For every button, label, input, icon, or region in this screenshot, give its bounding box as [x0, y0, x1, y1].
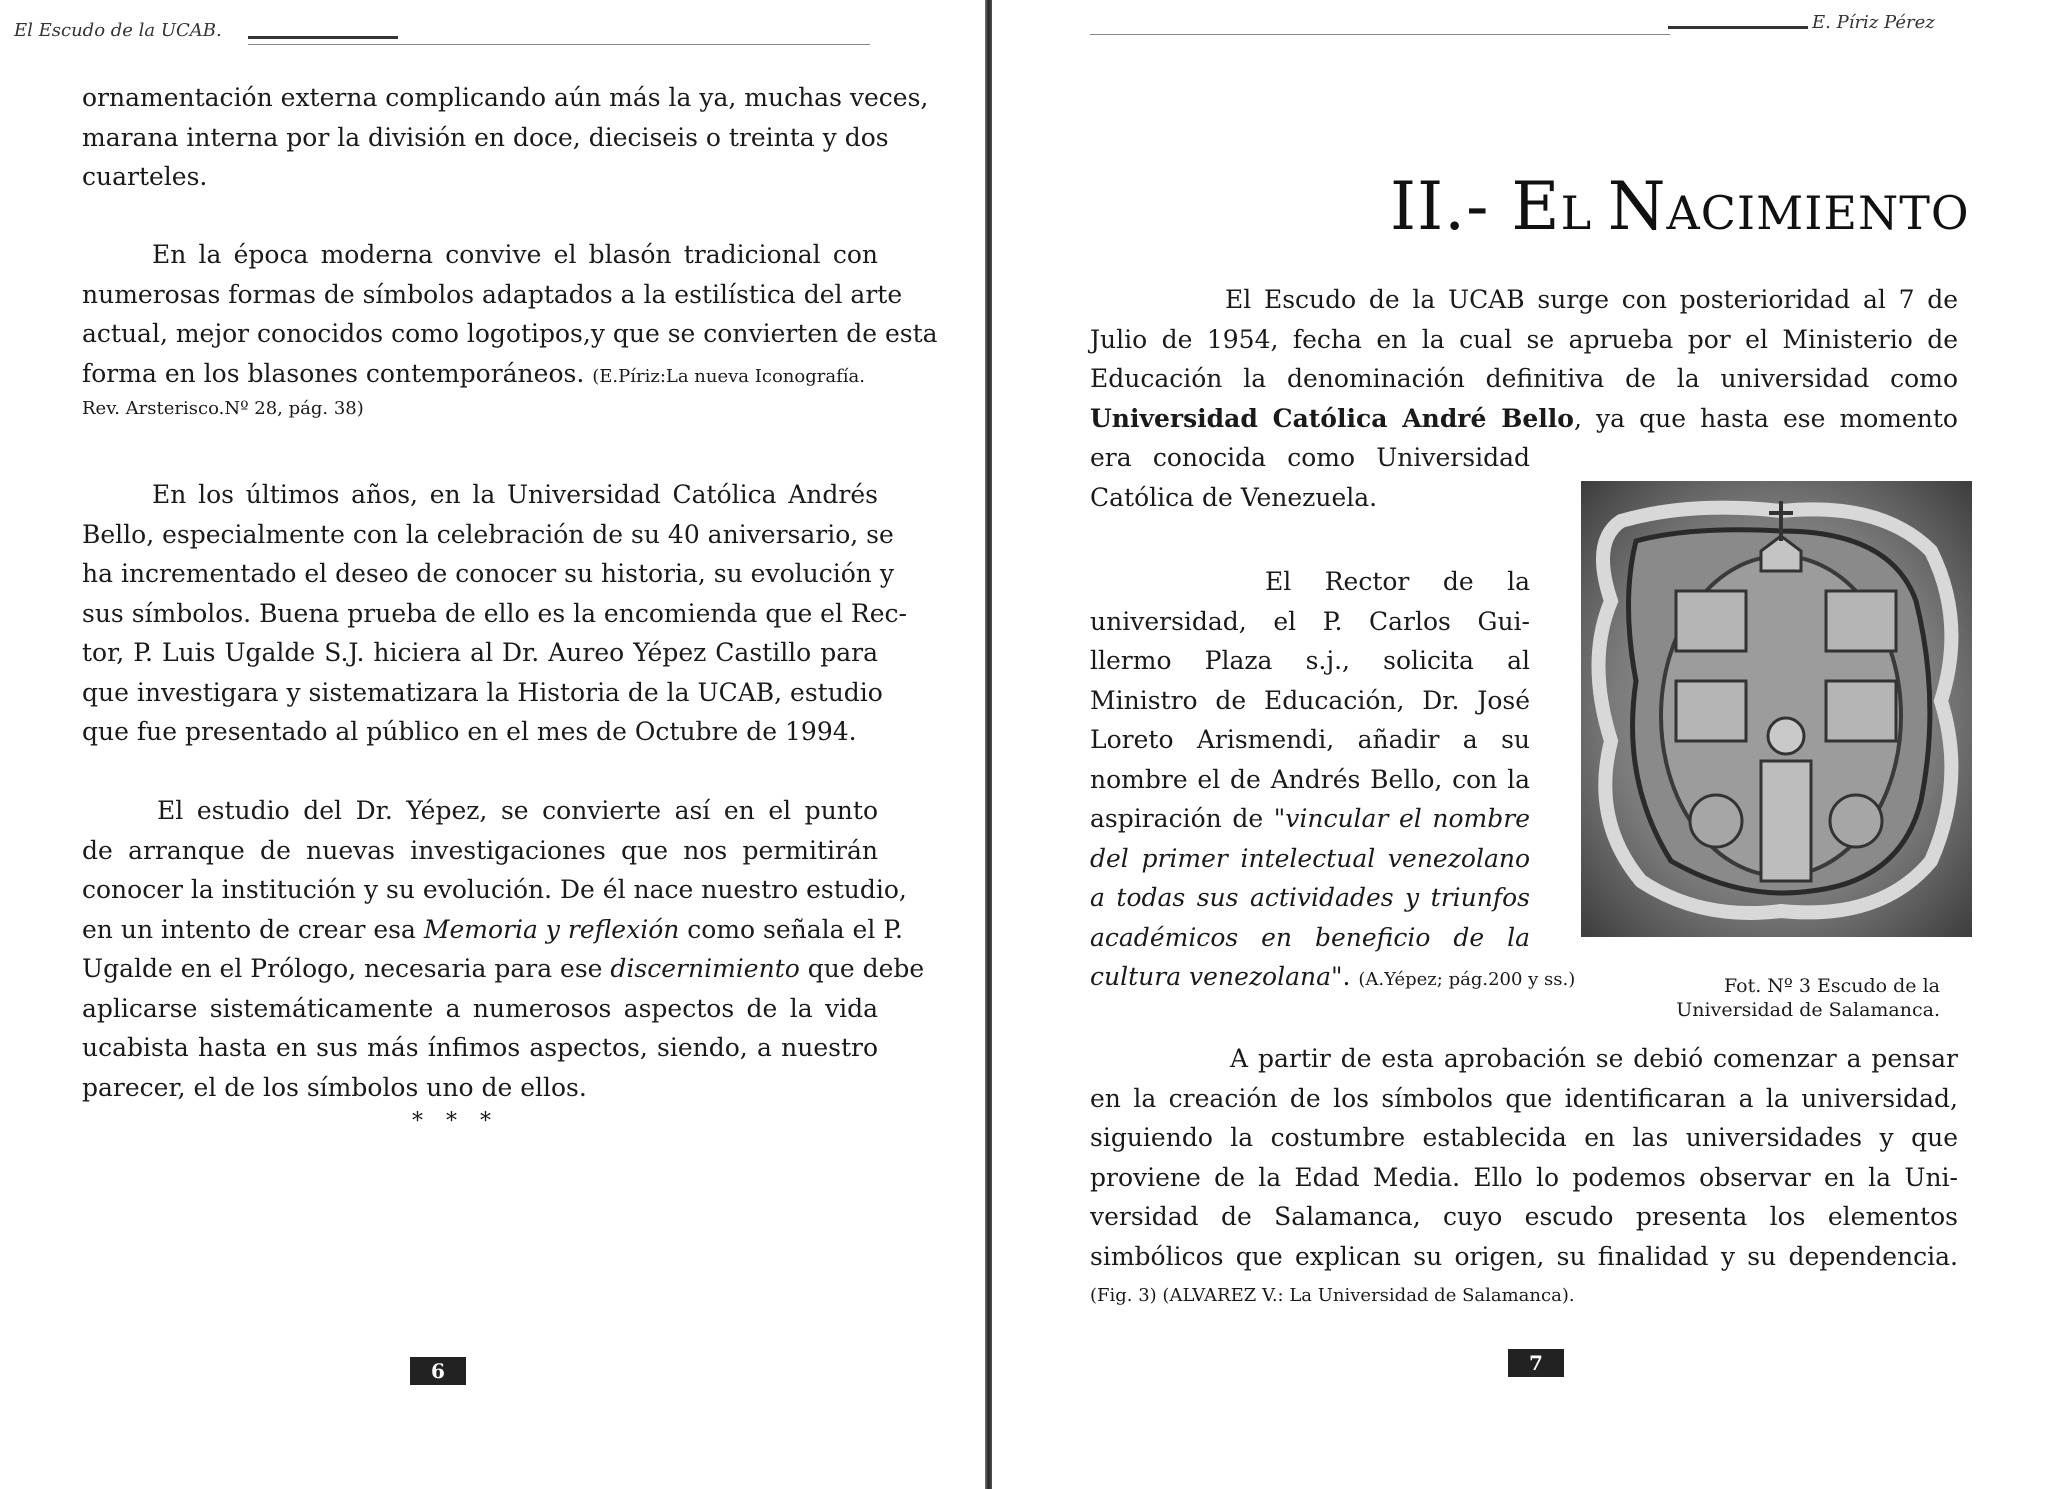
quote-line: académicos en beneficio de la [1090, 922, 1530, 952]
text-line: Universidad Católica André Bello, ya que hasta ese momento [1090, 403, 1958, 433]
left-paragraph-2 [82, 235, 938, 425]
text-line: simbólicos que explican su origen, su finalidad y su dependencia. [1090, 1241, 1958, 1271]
text-line: siguiendo la costumbre establecida en las universidades y que [1090, 1123, 1958, 1152]
text-line: cuarteles. [82, 162, 208, 191]
text-line: universidad, el P. Carlos Gui- [1090, 606, 1530, 636]
text-line: tor, P. Luis Ugalde S.J. hiciera al Dr. Aureo Yépez Castillo para [82, 638, 878, 667]
text-line: Ugalde en el Prólogo, necesaria para ese discernimiento que debe [82, 954, 925, 983]
citation: (Fig. 3) (ALVAREZ V.: La Universidad de Salamanca). [1090, 1285, 1575, 1306]
text-line: aplicarse sistemáticamente a numerosos aspectos de la vida [82, 993, 878, 1023]
chapter-title: II.- EL NACIMIENTO [1390, 168, 1970, 245]
text-line: parecer, el de los símbolos uno de ellos. [82, 1072, 587, 1102]
university-name: Universidad Católica André Bello [1090, 403, 1574, 433]
text-line: conocer la institución y su evolución. De él nace nuestro estudio, [82, 875, 907, 904]
text-line: El Escudo de la UCAB surge con posterioridad al 7 de [1225, 285, 1958, 314]
left-paragraph-4 [82, 791, 925, 1107]
right-paragraph-2 [1090, 562, 1576, 997]
right-paragraph-3 [1090, 1039, 1958, 1316]
text-line: nombre el de Andrés Bello, con la [1090, 764, 1530, 794]
emphasis: discernimiento [610, 954, 800, 983]
text-line: El Rector de la [1265, 567, 1530, 596]
header-rule-thin-right [1090, 34, 1670, 35]
text-line: que fue presentado al público en el mes de Octubre de 1994. [82, 717, 857, 746]
left-paragraph-3 [82, 475, 907, 752]
text-line: ornamentación externa complicando aún más la ya, muchas veces, [82, 83, 929, 112]
text-line: Bello, especialmente con la celebración de su 40 aniversario, se [82, 519, 894, 549]
citation: (E.Píriz:La nueva Iconografía. [592, 365, 865, 387]
text-line: El estudio del Dr. Yépez, se convierte así en el punto [157, 796, 878, 825]
text-line: aspiración de "vincular el nombre [1090, 804, 1530, 833]
caption-line: Universidad de Salamanca. [1676, 999, 1940, 1021]
text-line: proviene de la Edad Media. Ello lo podemos observar en la Uni- [1090, 1162, 1958, 1192]
salamanca-shield-photo [1581, 481, 1972, 937]
text-line: ha incrementado el deseo de conocer su historia, su evolución y [82, 559, 894, 588]
text-line: forma en los blasones contemporáneos. [82, 358, 585, 388]
text-line: A partir de esta aprobación se debió comenzar a pensar [1230, 1044, 1958, 1073]
text-line: en la creación de los símbolos que identificaran a la universidad, [1090, 1083, 1958, 1113]
page-number-right: 7 [1508, 1349, 1564, 1377]
citation: (A.Yépez; pág.200 y ss.) [1358, 969, 1576, 990]
left-page [0, 0, 985, 1489]
emphasis: Memoria y reflexión [423, 914, 680, 944]
quote: "vincular el nombre [1273, 804, 1530, 833]
running-head-right: E. Píriz Pérez [1812, 12, 1935, 33]
text-line: versidad de Salamanca, cuyo escudo presenta los elementos [1090, 1202, 1958, 1231]
citation: Rev. Arsterisco.Nº 28, pág. 38) [82, 398, 364, 419]
text-line: de arranque de nuevas investigaciones que nos permitirán [82, 835, 878, 865]
text-line: Loreto Arismendi, añadir a su [1090, 725, 1530, 754]
section-divider-stars: * * * [412, 1109, 499, 1134]
header-rule-thick-right [1668, 26, 1808, 29]
page-number-left: 6 [410, 1357, 466, 1385]
text-line: Católica de Venezuela. [1090, 482, 1378, 512]
text-line: ucabista hasta en sus más ínfimos aspectos, siendo, a nuestro [82, 1033, 878, 1062]
text-line: numerosas formas de símbolos adaptados a la estilística del arte [82, 279, 903, 309]
book-gutter [985, 0, 992, 1489]
header-rule-thin [248, 44, 870, 45]
photo-caption [1640, 974, 1940, 1022]
text-line: En la época moderna convive el blasón tradicional con [152, 240, 878, 269]
text-line: Ministro de Educación, Dr. José [1090, 685, 1530, 715]
text-line: en un intento de crear esa Memoria y reflexión como señala el P. [82, 914, 903, 944]
quote-line: a todas sus actividades y triunfos [1090, 883, 1530, 912]
left-paragraph-1 [82, 78, 929, 197]
text-line: marana interna por la división en doce, dieciseis o treinta y dos [82, 122, 889, 152]
text-line: que investigara y sistematizara la Historia de la UCAB, estudio [82, 677, 883, 707]
text-line: En los últimos años, en la Universidad Católica Andrés [152, 480, 878, 509]
text-line: Educación la denominación definitiva de la universidad como [1090, 364, 1958, 393]
quote-line: del primer intelectual venezolano [1090, 843, 1530, 873]
header-rule-thick [248, 36, 398, 39]
text-line: actual, mejor conocidos como logotipos,y que se convierten de esta [82, 319, 938, 348]
text-line: era conocida como Universidad [1090, 443, 1530, 472]
text-line: llermo Plaza s.j., solicita al [1090, 646, 1530, 675]
caption-line: Fot. Nº 3 Escudo de la [1723, 975, 1940, 997]
text-line: cultura venezolana". (A.Yépez; pág.200 y ss.) [1090, 962, 1576, 991]
text-line: Julio de 1954, fecha en la cual se aprueba por el Ministerio de [1090, 324, 1958, 354]
text-line: sus símbolos. Buena prueba de ello es la encomienda que el Rec- [82, 598, 907, 628]
running-head-left: El Escudo de la UCAB. [14, 20, 222, 41]
